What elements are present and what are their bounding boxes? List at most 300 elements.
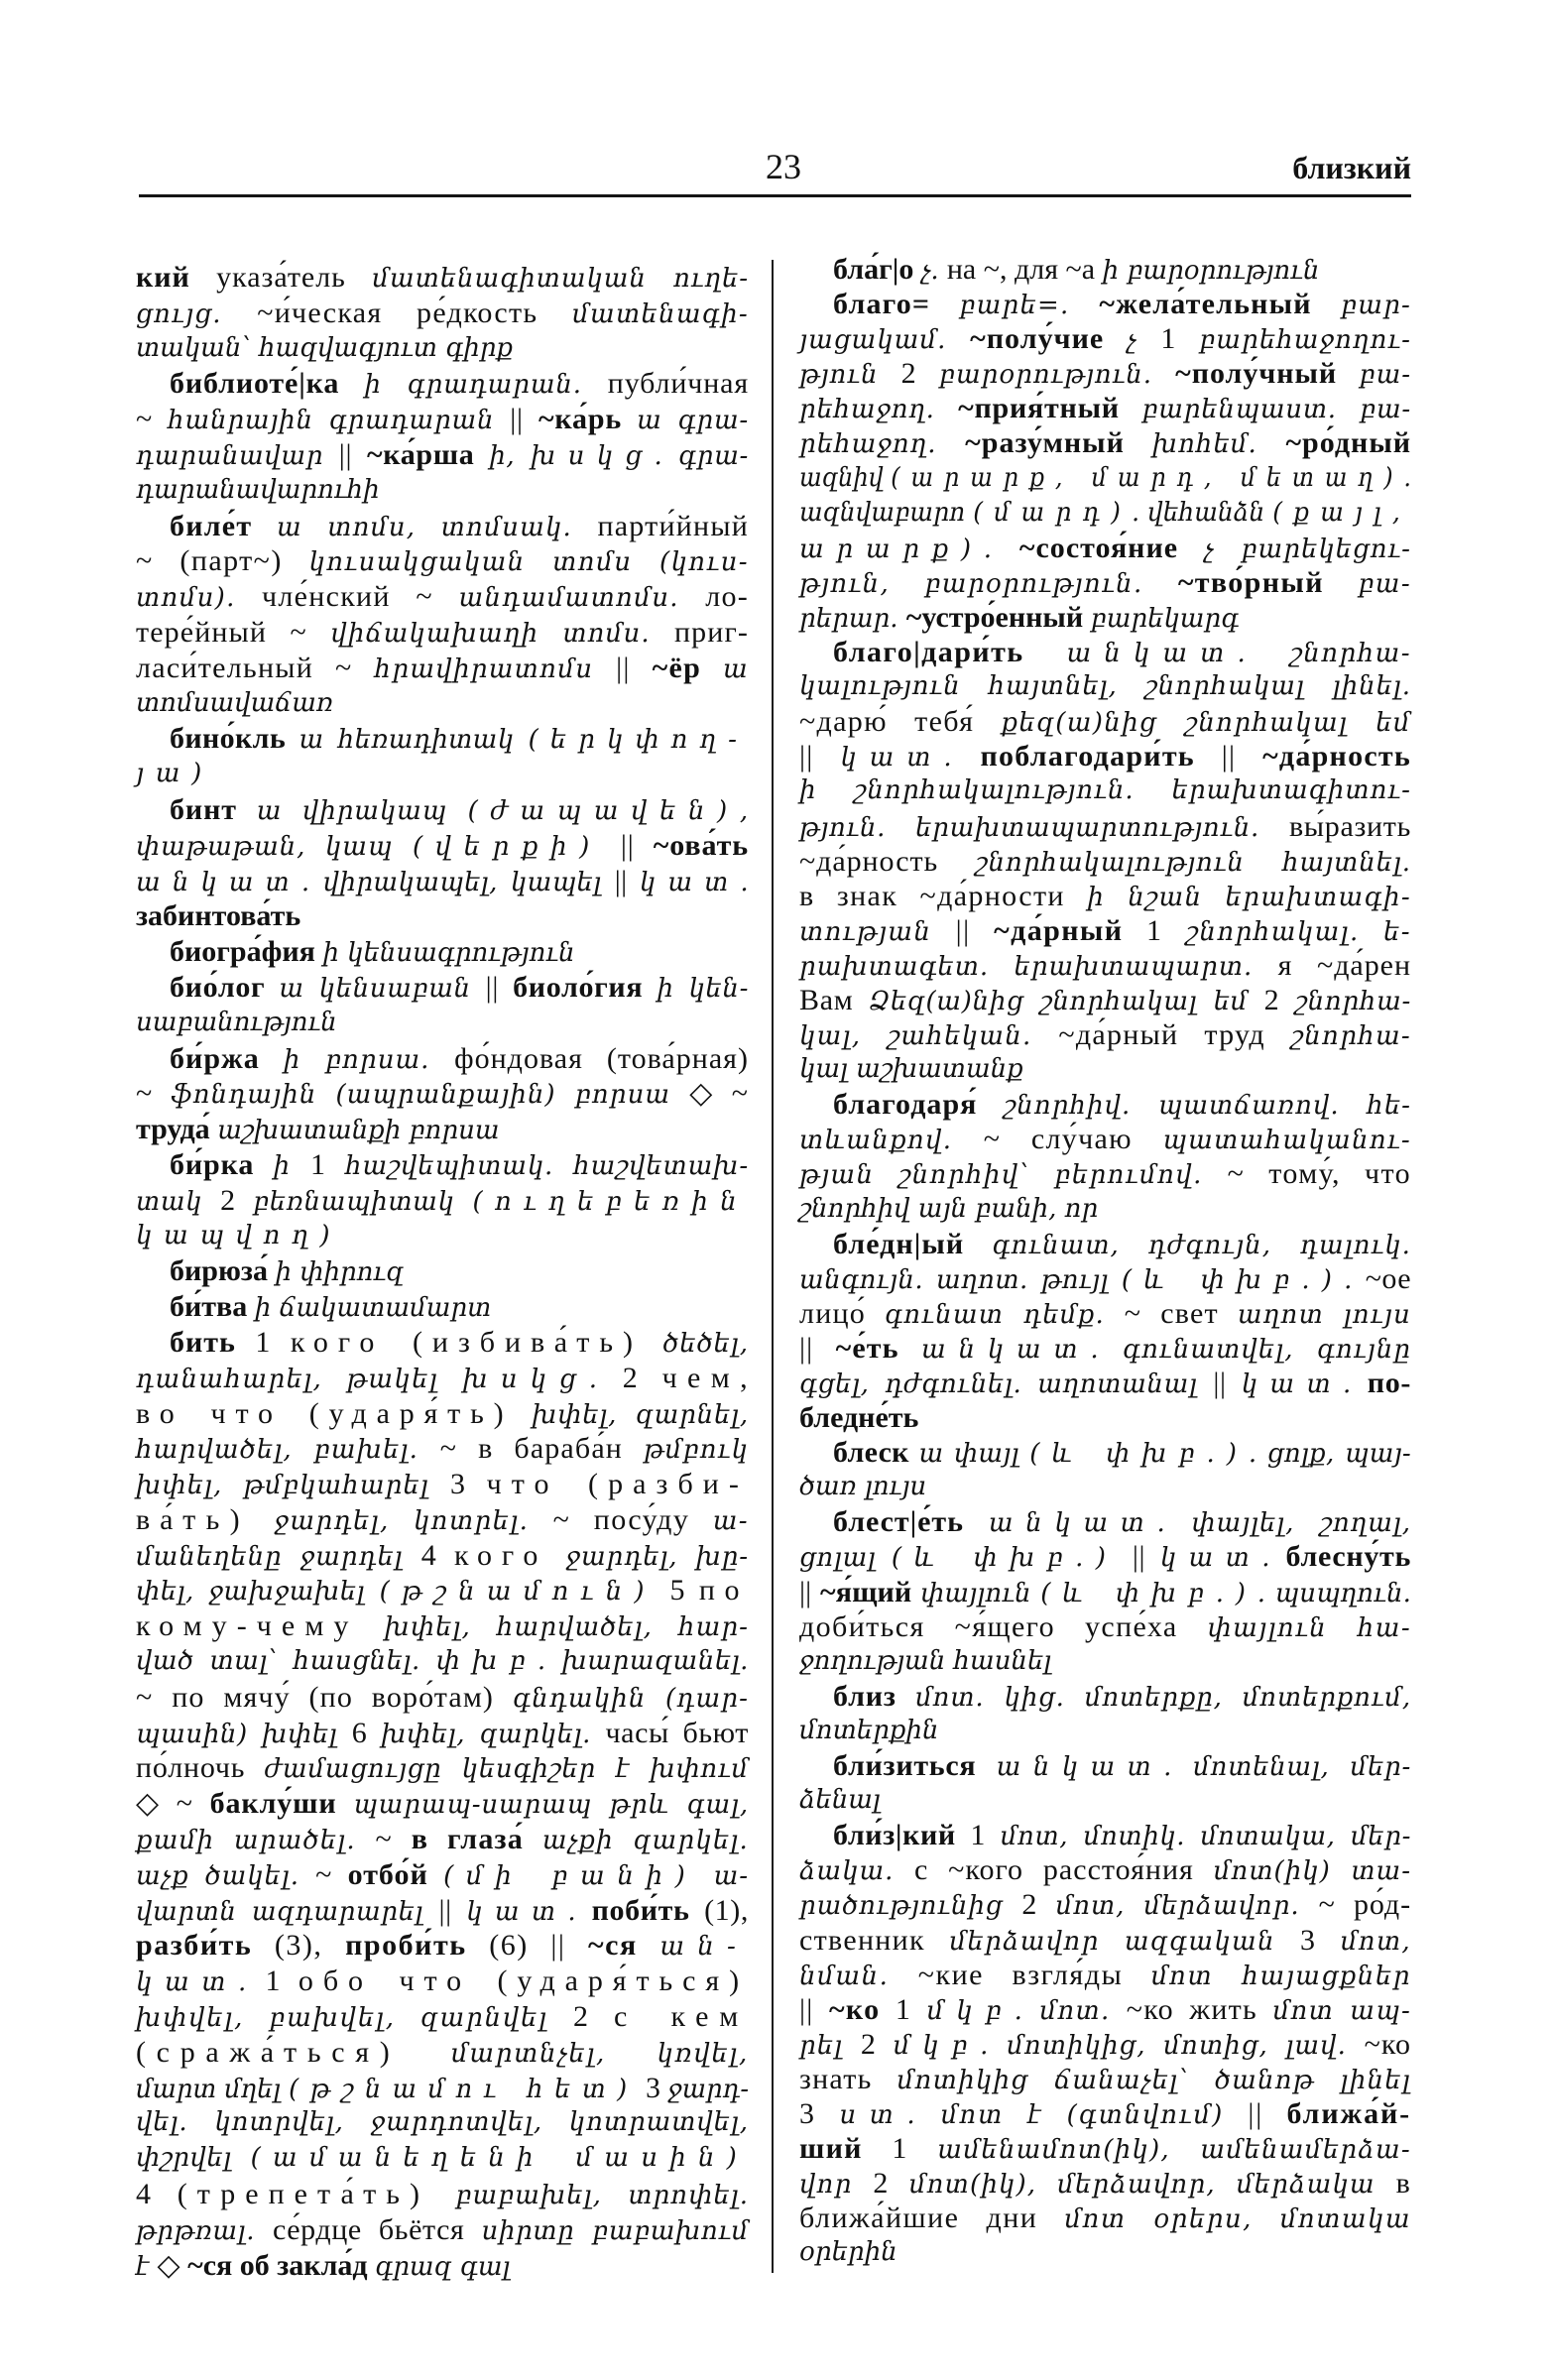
armenian-translation: . մոտ. bbox=[1014, 1995, 1127, 2026]
entry-line bbox=[136, 651, 749, 686]
entry-line-text bbox=[170, 970, 749, 1011]
headword: бирюза́ bbox=[170, 1254, 276, 1288]
armenian-translation: մոտ օրերս, մոտակա bbox=[1064, 2204, 1411, 2235]
entry-line-text bbox=[170, 792, 749, 833]
armenian-translation: օրերին bbox=[799, 2237, 897, 2268]
armenian-grammar-note: (ուղեբեռին bbox=[472, 1186, 749, 1217]
entry-line bbox=[799, 321, 1411, 356]
russian-text: || bbox=[616, 651, 653, 684]
armenian-translation: մատենագիտական ուղե- bbox=[372, 264, 749, 294]
entry-line bbox=[799, 1296, 1411, 1331]
entry-line-text bbox=[170, 1289, 491, 1330]
entry-line-text bbox=[136, 1786, 749, 1827]
armenian-translation: . վիրակապել, կապել bbox=[300, 867, 615, 897]
entry-line bbox=[799, 1504, 1411, 1539]
header-rule bbox=[139, 194, 1411, 197]
entry-line bbox=[799, 1156, 1411, 1191]
headword: ~тво́рный bbox=[1177, 565, 1359, 599]
entry-line bbox=[799, 1470, 1411, 1504]
armenian-grammar-note: (վերքի) bbox=[412, 831, 602, 862]
entry-line-text bbox=[799, 391, 1411, 430]
russian-text: || bbox=[799, 1575, 821, 1608]
entry-line-text bbox=[833, 252, 1319, 292]
russian-grammar-note: во что (ударя́ть) bbox=[136, 1396, 514, 1430]
armenian-grammar-note: անկատ bbox=[996, 1752, 1164, 1783]
russian-text: 2 bbox=[572, 2000, 615, 2034]
dictionary-entry bbox=[799, 252, 1411, 287]
entry-line bbox=[799, 356, 1411, 391]
russian-text: 1 bbox=[970, 1819, 1001, 1852]
armenian-translation: կալ, շահեկան. bbox=[799, 1021, 1059, 1052]
armenian-translation: մոտերքին bbox=[799, 1715, 939, 1745]
armenian-translation: ի bbox=[273, 1150, 310, 1181]
russian-text: ~и́ческая ре́дкость bbox=[257, 296, 572, 329]
entry-line bbox=[799, 739, 1411, 774]
entry-line-text bbox=[136, 1928, 749, 1968]
armenian-grammar-note: կատ bbox=[1241, 1369, 1343, 1399]
entry-line bbox=[136, 2248, 749, 2284]
entry-line-text bbox=[799, 1714, 938, 1751]
armenian-translation: անգույն. աղոտ. թույլ bbox=[799, 1264, 1122, 1295]
entry-line-text bbox=[799, 1366, 1411, 1405]
russian-text: на ~, для ~а bbox=[946, 253, 1103, 286]
russian-text: 2 bbox=[873, 2167, 909, 2201]
russian-text: ~кие взгля́ды bbox=[917, 1958, 1151, 1991]
armenian-translation: աշխատանքի բորսա bbox=[217, 1116, 500, 1146]
russian-text: се́рдце бьётся bbox=[272, 2212, 482, 2246]
headword: баклу́ши bbox=[209, 1787, 354, 1821]
armenian-grammar-note: կատ bbox=[466, 1896, 568, 1927]
armenian-grammar-note: անկատ bbox=[136, 867, 301, 897]
entry-line bbox=[136, 757, 749, 792]
russian-text: вы́разить bbox=[1289, 809, 1411, 843]
armenian-translation: խոհեմ. bbox=[1151, 429, 1286, 460]
armenian-translation: . մոտ է (գտնվում) bbox=[906, 2099, 1249, 2130]
armenian-translation: . վեհանձն bbox=[1132, 497, 1273, 528]
russian-text: ~ (парт~) bbox=[136, 544, 309, 578]
armenian-translation: տոմս). bbox=[136, 583, 263, 614]
entry-line-text bbox=[170, 1325, 749, 1366]
entry-line bbox=[136, 898, 749, 934]
armenian-grammar-note: մկբ bbox=[926, 1995, 1015, 2026]
entry-line-text bbox=[136, 1361, 749, 1401]
headword: проби́ть bbox=[345, 1929, 467, 1963]
entry-line bbox=[799, 704, 1411, 739]
russian-text: 3 bbox=[1299, 1923, 1341, 1957]
entry-line-text bbox=[799, 1261, 1411, 1301]
armenian-grammar-note: խսկց bbox=[462, 1364, 589, 1394]
armenian-translation: թյան շնորհիվ՝ բերումով. bbox=[799, 1160, 1228, 1191]
armenian-translation: մոտ հայացքներ bbox=[1150, 1961, 1411, 1991]
entry-line-text bbox=[136, 1112, 500, 1152]
entry-line-text bbox=[136, 2035, 749, 2076]
russian-text: 3 bbox=[799, 2096, 840, 2130]
russian-text: ~ bbox=[136, 1077, 172, 1111]
headword: ~да́рный bbox=[994, 913, 1147, 947]
dictionary-entry bbox=[799, 1748, 1411, 1818]
russian-grammar-note: (трепета́ть) bbox=[177, 2178, 429, 2211]
armenian-translation: վել. կոտրվել, ջարդոտվել, կոտրատվել, bbox=[136, 2107, 749, 2138]
armenian-translation: րերար. bbox=[799, 603, 906, 634]
armenian-translation: բեռնապիտակ bbox=[253, 1186, 473, 1217]
headword: поблагодари́ть bbox=[980, 740, 1222, 774]
headword: поби́ть bbox=[591, 1893, 690, 1927]
headword: бинт bbox=[170, 792, 257, 826]
armenian-translation: ա- bbox=[712, 1505, 749, 1536]
entry-line bbox=[136, 437, 749, 473]
headword: разби́ть bbox=[136, 1929, 253, 1963]
headword: ~ро́дный bbox=[1285, 426, 1412, 460]
armenian-grammar-note: (երկփող- bbox=[528, 725, 749, 756]
armenian-grammar-note: (և փխբ.) bbox=[1121, 1264, 1345, 1295]
armenian-translation: մոտ(իկ), մերձավոր, մերձակա bbox=[908, 2170, 1396, 2201]
armenian-translation: դարանավարուհի bbox=[136, 474, 380, 505]
russian-text: || bbox=[510, 403, 538, 436]
entry-line bbox=[799, 1331, 1411, 1366]
entry-line-text bbox=[799, 1052, 1023, 1090]
entry-line bbox=[136, 721, 749, 757]
headword: био́лог bbox=[170, 970, 280, 1004]
armenian-translation: . bbox=[983, 534, 1019, 564]
russian-text: || bbox=[601, 828, 654, 862]
russian-text: 1 bbox=[309, 1147, 346, 1181]
armenian-translation: ամենամոտ(իկ), ամենամերձա- bbox=[937, 2135, 1411, 2166]
entry-line bbox=[136, 1431, 749, 1467]
headword: бить bbox=[170, 1325, 256, 1359]
armenian-translation: ա կենսաբան bbox=[279, 973, 486, 1004]
entry-line-text bbox=[799, 1192, 1098, 1230]
russian-text: ~ в бараба́н bbox=[439, 1432, 644, 1466]
entry-line-text bbox=[170, 366, 749, 407]
russian-text: ~да́рный труд bbox=[1058, 1018, 1291, 1052]
entry-line bbox=[136, 1325, 749, 1361]
entry-line-text bbox=[799, 1644, 1051, 1682]
entry-line bbox=[136, 473, 749, 509]
russian-text: || bbox=[799, 740, 841, 774]
headword: блесну́ть bbox=[1285, 1540, 1412, 1574]
armenian-translation: ված տալ՝ հասցնել. bbox=[136, 1646, 436, 1677]
armenian-translation: տոմսավաճառ bbox=[136, 687, 333, 718]
entry-line bbox=[136, 1289, 749, 1325]
entry-line-text bbox=[799, 1609, 1411, 1649]
armenian-translation: վիճակախաղի տոմս. bbox=[330, 618, 674, 649]
russian-text: ◇ ~ bbox=[136, 1787, 210, 1821]
russian-text: ближа́йшие дни bbox=[799, 2202, 1065, 2235]
armenian-grammar-note: կատ bbox=[136, 1967, 239, 1998]
entry-line-text bbox=[136, 1680, 749, 1721]
entry-line-text bbox=[136, 260, 749, 300]
entry-line-text bbox=[799, 669, 1411, 707]
russian-text: знать bbox=[799, 2062, 897, 2095]
armenian-translation: , bbox=[739, 795, 749, 826]
russian-text: || bbox=[1221, 740, 1263, 774]
armenian-translation: ի բարօրություն bbox=[1102, 256, 1320, 286]
entry-line-text bbox=[136, 898, 300, 939]
entry-line-text bbox=[136, 579, 749, 620]
armenian-translation: հարվածել, բախել. bbox=[136, 1435, 440, 1466]
headword: ~да́рность bbox=[1262, 740, 1412, 774]
entry-line bbox=[799, 844, 1411, 879]
entry-line bbox=[136, 1822, 749, 1857]
entry-line bbox=[799, 565, 1411, 600]
armenian-translation: տական՝ հազվագյուտ գիրք bbox=[136, 332, 514, 363]
armenian-translation: ա գրա- bbox=[637, 406, 750, 436]
entry-line bbox=[136, 1147, 749, 1183]
armenian-translation: ա bbox=[723, 654, 749, 684]
entry-line-text bbox=[136, 1857, 749, 1898]
armenian-translation: մերձավոր ազգական bbox=[949, 1926, 1300, 1957]
armenian-translation: ջարդել, կոտրել. bbox=[250, 1505, 553, 1536]
entry-line bbox=[799, 1818, 1411, 1852]
entry-line bbox=[799, 2235, 1411, 2270]
armenian-translation: աչք ծակել. bbox=[136, 1860, 316, 1891]
armenian-translation: պատահականու- bbox=[1162, 1126, 1411, 1156]
armenian-translation: բարե=. bbox=[959, 291, 1100, 321]
armenian-translation: յացակամ. bbox=[799, 325, 971, 356]
entry-line bbox=[136, 1893, 749, 1929]
entry-line bbox=[136, 2141, 749, 2177]
entry-line bbox=[136, 1857, 749, 1893]
armenian-translation: բա- bbox=[1358, 568, 1411, 599]
entry-line bbox=[136, 1716, 749, 1751]
entry-line-text bbox=[799, 1539, 1411, 1579]
armenian-translation: աղոտ լույս bbox=[1237, 1299, 1411, 1330]
armenian-translation: րեհաջող. bbox=[799, 429, 966, 460]
entry-line-text bbox=[799, 496, 1411, 534]
entry-line bbox=[799, 669, 1411, 704]
armenian-translation: . bbox=[1403, 462, 1411, 493]
armenian-translation: թյուն, բարօրություն. bbox=[799, 568, 1178, 599]
entry-line-text bbox=[136, 1608, 749, 1649]
dictionary-entry bbox=[136, 792, 749, 934]
entry-line-text bbox=[136, 473, 380, 512]
entry-line bbox=[799, 1609, 1411, 1644]
armenian-translation: ձակա. bbox=[799, 1856, 914, 1887]
russian-text: || bbox=[485, 970, 514, 1004]
entry-line-text bbox=[799, 1852, 1411, 1892]
entry-line-text bbox=[136, 2248, 510, 2289]
entry-line bbox=[799, 1575, 1411, 1609]
entry-line bbox=[136, 1999, 749, 2035]
entry-line-text bbox=[799, 1958, 1411, 1997]
armenian-grammar-note: (թշնամուն) bbox=[379, 1577, 657, 1607]
armenian-grammar-note: (մի բանի) bbox=[443, 1860, 698, 1891]
russian-text: ◇ bbox=[157, 2248, 188, 2282]
headword: близ bbox=[833, 1679, 916, 1713]
armenian-translation: րածությունից bbox=[799, 1891, 1022, 1922]
russian-text: || bbox=[955, 913, 995, 947]
armenian-translation: ի կեն- bbox=[657, 973, 750, 1004]
armenian-grammar-note: (թշնամու հետ) bbox=[289, 2074, 639, 2104]
armenian-translation: գնդակին (դար- bbox=[512, 1683, 750, 1714]
russian-text: чле́нский ~ bbox=[262, 580, 459, 614]
armenian-translation: չ բարեկեցու- bbox=[1204, 534, 1411, 564]
armenian-translation: չ. bbox=[920, 256, 947, 286]
headword: ближа́й- bbox=[1286, 2096, 1412, 2130]
entry-line bbox=[136, 2212, 749, 2248]
armenian-translation: ժամացույցը կեսգիշեր է խփում bbox=[264, 1754, 749, 1785]
entry-line-text bbox=[136, 1822, 749, 1862]
dictionary-entry bbox=[799, 1227, 1411, 1436]
entry-line-text bbox=[799, 1887, 1411, 1927]
entry-line-text bbox=[799, 2166, 1411, 2205]
russian-text: 2 bbox=[860, 2027, 894, 2061]
armenian-translation: ի ճակատամարտ bbox=[254, 1293, 492, 1324]
dictionary-entry bbox=[136, 1289, 749, 1325]
russian-text: лицо́ bbox=[799, 1296, 885, 1330]
russian-text: 3 bbox=[450, 1468, 487, 1501]
entry-line-text bbox=[799, 2131, 1411, 2171]
armenian-translation: պարապ-սարապ թրև գալ, bbox=[353, 1790, 750, 1821]
entry-line-text bbox=[799, 1783, 881, 1821]
russian-text: ~ по мячу́ (по воро́там) bbox=[136, 1680, 513, 1714]
headword: блест|е́ть bbox=[833, 1505, 989, 1539]
armenian-translation: գրազ գալ bbox=[375, 2251, 511, 2282]
entry-line-text bbox=[799, 1575, 1411, 1614]
entry-line bbox=[799, 879, 1411, 913]
entry-line-text bbox=[799, 1331, 1411, 1370]
dictionary-entry bbox=[799, 1087, 1411, 1226]
entry-line bbox=[799, 2096, 1411, 2131]
russian-grammar-note: (сража́ться) bbox=[136, 2035, 401, 2069]
russian-text: доби́ться ~я́щего успе́ха bbox=[799, 1609, 1208, 1643]
entry-line bbox=[136, 331, 749, 367]
russian-text: 6 bbox=[351, 1716, 382, 1749]
russian-text: , bbox=[740, 1361, 749, 1394]
armenian-grammar-note: (մարդ) bbox=[973, 497, 1133, 528]
entry-line-text bbox=[136, 1644, 749, 1683]
headword: ~ка́рша bbox=[366, 437, 490, 471]
entry-line-text bbox=[136, 1964, 749, 2004]
armenian-translation: բարեհաջողու- bbox=[1199, 325, 1411, 356]
entry-line bbox=[799, 913, 1411, 948]
russian-text: ~дарю́ тебя́ bbox=[799, 705, 1002, 739]
entry-line bbox=[136, 1467, 749, 1502]
armenian-translation: . գրա- bbox=[654, 440, 749, 471]
entry-line bbox=[136, 1041, 749, 1077]
entry-line-text bbox=[136, 864, 749, 904]
armenian-translation: վոր bbox=[799, 2170, 874, 2201]
russian-text: || bbox=[614, 864, 640, 897]
armenian-grammar-note: անկատ bbox=[988, 1508, 1157, 1539]
entry-line bbox=[799, 2062, 1411, 2096]
entry-line-text bbox=[170, 509, 749, 549]
entry-line-text bbox=[799, 879, 1411, 918]
armenian-translation: . պսպղուն. bbox=[1256, 1578, 1411, 1608]
russian-text: (6) || bbox=[466, 1929, 589, 1963]
armenian-translation: ի նշան երախտագի- bbox=[1087, 882, 1411, 912]
entry-line-text bbox=[170, 721, 749, 762]
armenian-translation: շնորհակալություն հայտնել. bbox=[975, 847, 1411, 878]
russian-grammar-note: кого bbox=[454, 1538, 548, 1572]
russian-text: 1 bbox=[265, 1964, 299, 1998]
armenian-translation: . ցոլք, պայ- bbox=[1248, 1439, 1411, 1470]
russian-text: тере́йный ~ bbox=[136, 615, 331, 649]
armenian-translation: հրավիրատոմս bbox=[374, 654, 617, 684]
russian-grammar-note: с кем bbox=[614, 2000, 749, 2034]
entry-line-text bbox=[136, 2177, 749, 2217]
entry-line bbox=[136, 686, 749, 722]
entry-line-text bbox=[136, 402, 749, 442]
russian-text: ~да́рность bbox=[799, 844, 976, 878]
armenian-translation: ի գրադարան. bbox=[364, 370, 608, 401]
russian-text: 2 bbox=[900, 357, 939, 391]
entry-line-text bbox=[833, 1748, 1411, 1788]
armenian-translation: է bbox=[136, 2251, 158, 2282]
entry-line-text bbox=[799, 531, 1411, 570]
armenian-translation: թմբուկ bbox=[643, 1435, 749, 1466]
armenian-translation: . bbox=[567, 1896, 592, 1927]
entry-line-text bbox=[136, 1006, 337, 1044]
entry-line-text bbox=[170, 934, 575, 975]
entry-line-text bbox=[136, 2071, 749, 2111]
russian-text: ~ тому́, что bbox=[1227, 1157, 1411, 1191]
entry-line-text bbox=[136, 615, 749, 655]
entry-line bbox=[799, 1192, 1411, 1227]
russian-text: ~ ро́д- bbox=[1318, 1888, 1411, 1922]
headword: бли́зиться bbox=[833, 1749, 997, 1783]
armenian-translation: մարտ մղել bbox=[136, 2074, 290, 2104]
armenian-translation: ցույց. bbox=[136, 298, 258, 329]
dictionary-entry bbox=[799, 287, 1411, 635]
entry-line-text bbox=[136, 296, 749, 336]
dictionary-entry bbox=[799, 1435, 1411, 1504]
armenian-translation: ձենալ bbox=[799, 1785, 881, 1816]
armenian-translation: խփել, զարնել, bbox=[513, 1399, 749, 1430]
entry-line bbox=[799, 2027, 1411, 2062]
armenian-translation: պասին) խփել bbox=[136, 1719, 352, 1749]
armenian-translation: րեհաջող. bbox=[799, 395, 959, 425]
russian-text: 1 bbox=[892, 2132, 938, 2166]
entry-line bbox=[799, 1887, 1411, 1922]
dictionary-entry bbox=[136, 509, 749, 722]
entry-line bbox=[136, 1396, 749, 1432]
russian-text: парти́йный bbox=[597, 509, 749, 542]
russian-text: ~ посу́ду bbox=[552, 1502, 713, 1536]
headword: ~ова́ть bbox=[653, 828, 749, 862]
armenian-translation: . խարազանել. bbox=[537, 1646, 749, 1677]
headword: блеск bbox=[833, 1436, 919, 1470]
armenian-translation: մատենագի- bbox=[571, 298, 749, 329]
entry-line bbox=[799, 809, 1411, 844]
russian-text: фо́ндовая (това́рная) bbox=[454, 1041, 749, 1075]
armenian-grammar-note: (ժապավեն) bbox=[467, 795, 740, 826]
entry-line-text bbox=[833, 1227, 1411, 1266]
entry-line bbox=[136, 1608, 749, 1644]
armenian-translation: րել bbox=[799, 2030, 861, 2061]
armenian-translation: գունատ դեմք. bbox=[884, 1299, 1125, 1330]
armenian-translation: փաթաթան, կապ bbox=[136, 831, 413, 862]
right-column bbox=[799, 252, 1411, 2270]
headword: ~е́ть bbox=[835, 1331, 921, 1365]
dictionary-entry bbox=[136, 721, 749, 792]
russian-text: с ~кого расстоя́ния bbox=[914, 1853, 1214, 1887]
entry-line-text bbox=[833, 1504, 1411, 1544]
entry-line-text bbox=[170, 1147, 749, 1188]
armenian-translation: սիրտը բաբախում bbox=[481, 2215, 749, 2246]
armenian-translation: քեզ(ա)նից շնորհակալ եմ bbox=[1001, 708, 1412, 739]
armenian-translation: . մոտիկից, մոտից, լավ. bbox=[980, 2030, 1365, 2061]
russian-text: ◇ ~ bbox=[689, 1077, 749, 1111]
entry-line-text bbox=[799, 461, 1411, 499]
headword: ~прия́тный bbox=[958, 392, 1142, 425]
russian-text: ственник bbox=[799, 1923, 950, 1957]
russian-text: 1 bbox=[1160, 322, 1200, 356]
entry-line bbox=[799, 635, 1411, 669]
entry-line bbox=[799, 1539, 1411, 1574]
armenian-translation: ծառ լույս bbox=[799, 1472, 927, 1502]
entry-line-text bbox=[136, 1467, 749, 1507]
